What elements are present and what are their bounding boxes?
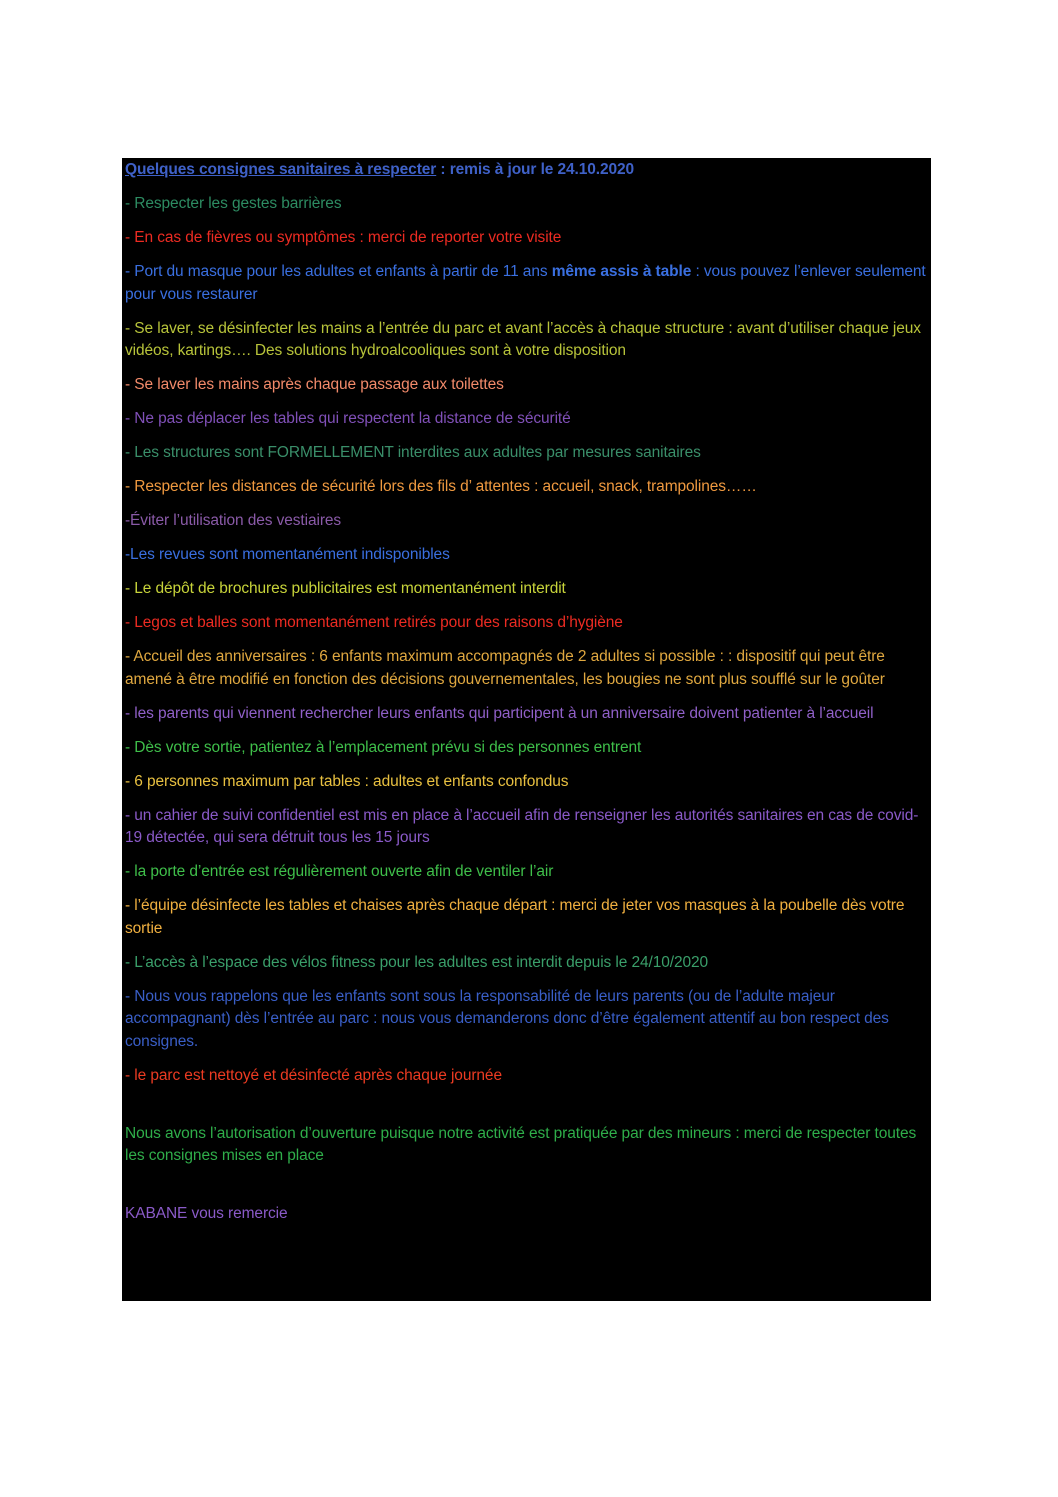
spacer bbox=[125, 1099, 931, 1123]
rule-line: - 6 personnes maximum par tables : adultes et enfants confondus bbox=[125, 772, 569, 790]
rule-line: - Legos et balles sont momentanément retirés pour des raisons d’hygiène bbox=[125, 614, 623, 631]
document-title bbox=[125, 159, 931, 182]
rule-text: : vous pouvez l’enlever seulement pour vous restaurer bbox=[125, 263, 926, 303]
rule-emphasis: même assis à table bbox=[551, 263, 692, 280]
rule-line: - Les structures sont FORMELLEMENT interdites aux adultes par mesures sanitaires bbox=[125, 444, 701, 461]
rule-line: - Ne pas déplacer les tables qui respectent la distance de sécurité bbox=[125, 410, 571, 427]
closing-note: Nous avons l’autorisation d’ouverture puisque notre activité est pratiquée par des mineurs : merci de respecter toutes les consignes mises en place bbox=[125, 1124, 917, 1164]
rule-line: - Nous vous rappelons que les enfants sont sous la responsabilité de leurs parents (ou de l’adulte majeur accompagnant) dès l’entrée au parc : nous vous demanderons donc d’être également attentif au bon respect des consignes. bbox=[125, 987, 889, 1050]
rule-line: - Dès votre sortie, patientez à l’emplacement prévu si des personnes entrent bbox=[125, 738, 642, 756]
rule-text: - Port du masque pour les adultes et enfants à partir de 11 ans bbox=[125, 263, 552, 280]
rule-line: - En cas de fièvres ou symptômes : merci de reporter votre visite bbox=[125, 229, 562, 246]
rule-line: - les parents qui viennent rechercher leurs enfants qui participent à un anniversaire doivent patienter à l’accueil bbox=[125, 704, 874, 722]
rule-line: - Respecter les distances de sécurité lors des fils d’ attentes : accueil, snack, trampolines…… bbox=[125, 478, 757, 495]
rule-line: - Se laver les mains après chaque passage aux toilettes bbox=[125, 376, 504, 393]
rule-line: -Les revues sont momentanément indisponibles bbox=[125, 546, 450, 563]
rule-line: - un cahier de suivi confidentiel est mis en place à l’accueil afin de renseigner les autorités sanitaires en cas de covid-19 détectée, qui sera détruit tous les 15 jours bbox=[125, 806, 919, 846]
signature: KABANE vous remercie bbox=[125, 1205, 288, 1222]
spacer bbox=[125, 1179, 931, 1203]
rule-line: - l’équipe désinfecte les tables et chaises après chaque départ : merci de jeter vos masques à la poubelle dès votre sortie bbox=[125, 897, 905, 937]
rule-line: - Accueil des anniversaires : 6 enfants maximum accompagnés de 2 adultes si possible : : dispositif qui peut être amené à être modifié en fonction des décisions gouvernementales, les bougies ne sont plus soufflé sur le goûter bbox=[125, 648, 885, 688]
rule-line: - la porte d’entrée est régulièrement ouverte afin de ventiler l’air bbox=[125, 863, 554, 880]
rule-line: - Se laver, se désinfecter les mains a l’entrée du parc et avant l’accès à chaque structure : avant d’utiliser chaque jeux vidéos, kartings…. Des solutions hydroalcooliques sont à votre disposition bbox=[125, 319, 921, 359]
rule-line: - Respecter les gestes barrières bbox=[125, 195, 342, 212]
document-body bbox=[125, 159, 931, 1237]
rule-line: - Le dépôt de brochures publicitaires est momentanément interdit bbox=[125, 580, 566, 597]
rule-line: - le parc est nettoyé et désinfecté après chaque journée bbox=[125, 1066, 502, 1084]
rule-line: - L’accès à l’espace des vélos fitness pour les adultes est interdit depuis le 24/10/2020 bbox=[125, 953, 709, 971]
rule-line: -Éviter l’utilisation des vestiaires bbox=[125, 512, 342, 529]
title-date: : remis à jour le 24.10.2020 bbox=[436, 161, 635, 178]
title-link[interactable]: Quelques consignes sanitaires à respecter bbox=[125, 161, 437, 178]
rule-line-mask bbox=[125, 261, 931, 306]
